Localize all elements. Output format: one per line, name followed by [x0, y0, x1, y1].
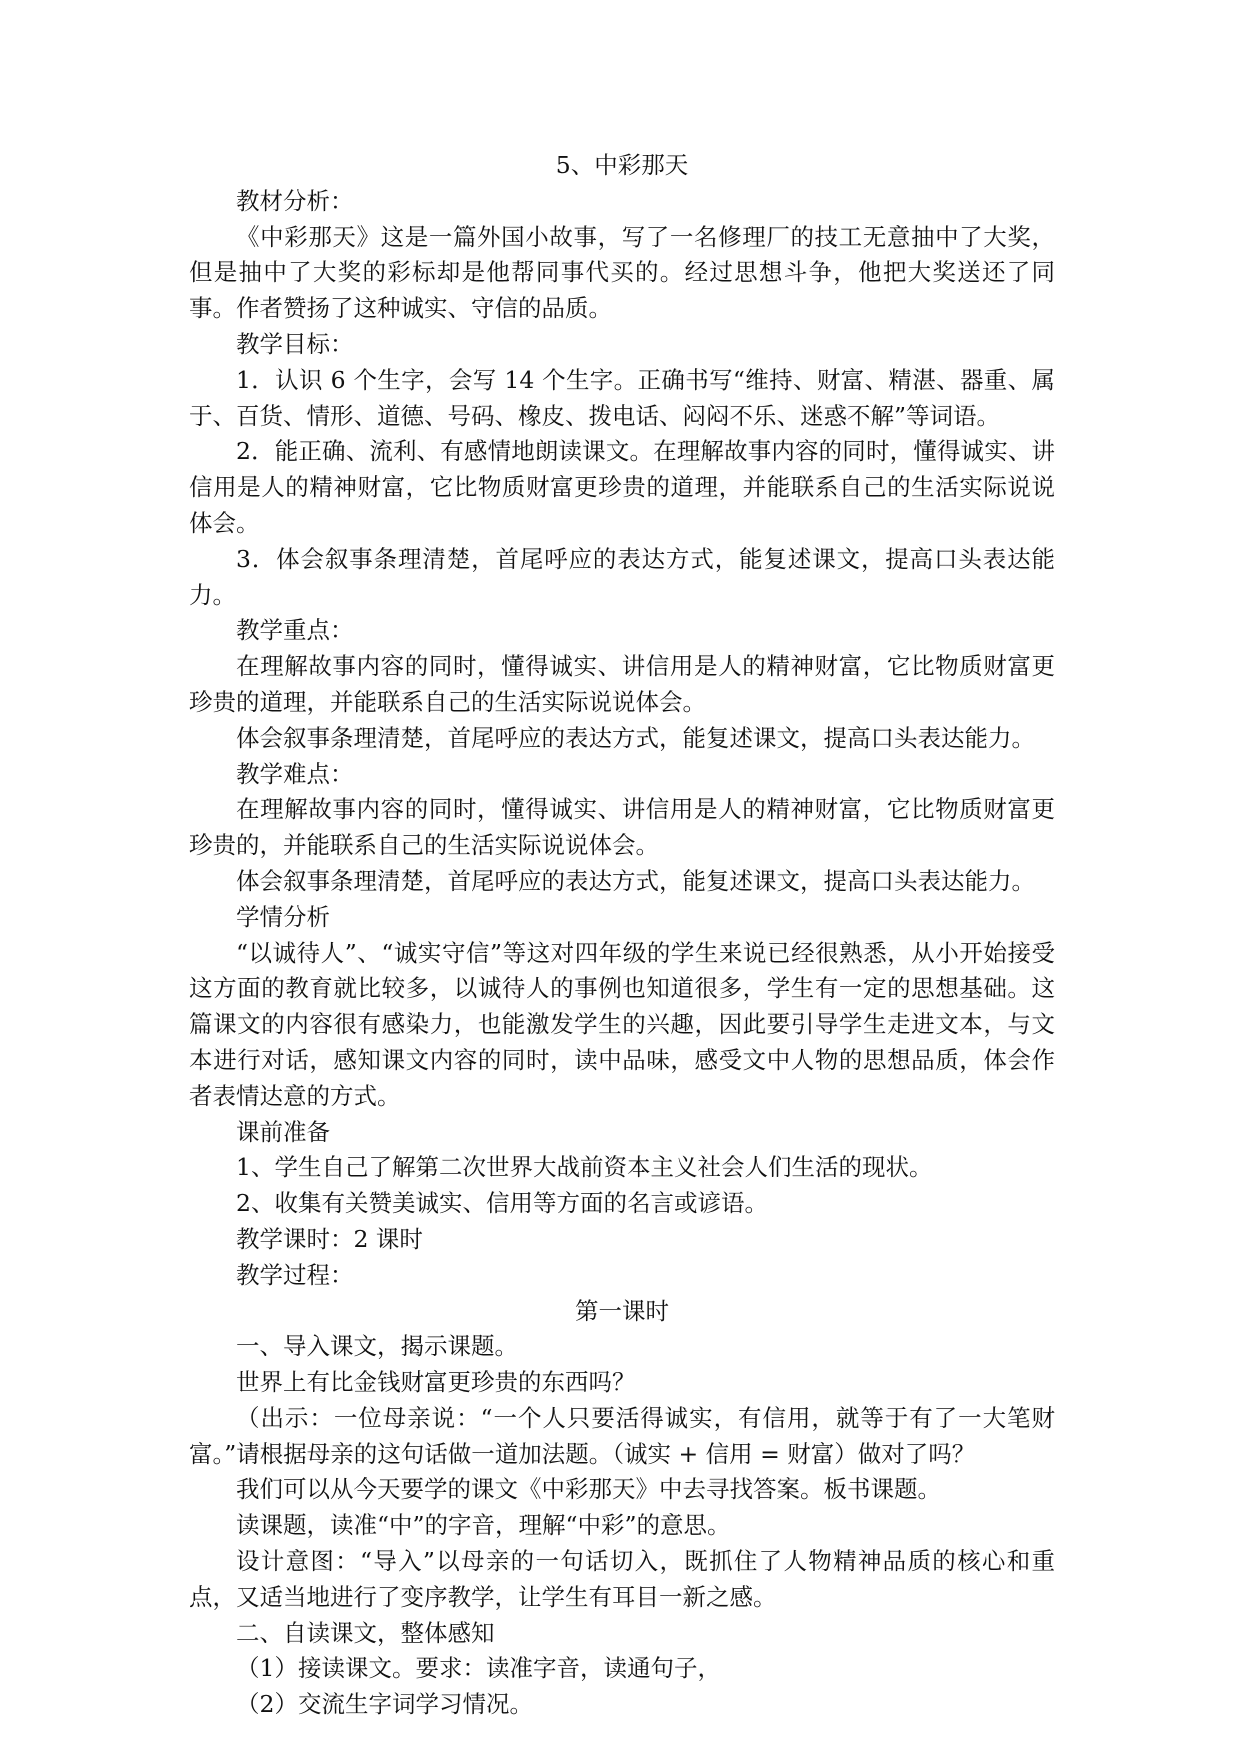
- document-title: 5、中彩那天: [555, 151, 689, 179]
- paragraph-textbook-analysis: 《中彩那天》这是一篇外国小故事，写了一名修理厂的技工无意抽中了大奖，但是抽中了大奖的彩标却是他帮同事代买的。经过思想斗争，他把大奖送还了同事。作者赞扬了这种诚实、守信的品质。: [189, 222, 1055, 323]
- key-point-1: 在理解故事内容的同时，懂得诚实、讲信用是人的精神财富，它比物质财富更珍贵的道理，并能联系自己的生活实际说说体会。: [189, 652, 1055, 716]
- step-2-heading: 二、自读课文，整体感知: [236, 1618, 495, 1647]
- preparation-item-2: 2、收集有关赞美诚实、信用等方面的名言或谚语。: [236, 1189, 768, 1218]
- document-body: [189, 148, 1055, 1723]
- step-1-answer: 我们可以从今天要学的课文《中彩那天》中去寻找答案。板书课题。: [236, 1475, 941, 1504]
- heading-key-points: 教学重点：: [236, 616, 354, 645]
- heading-learner-analysis: 学情分析: [236, 902, 330, 931]
- difficulty-2: 体会叙事条理清楚，首尾呼应的表达方式，能复述课文，提高口头表达能力。: [236, 866, 1035, 895]
- heading-teaching-process: 教学过程：: [236, 1260, 354, 1289]
- heading-preparation: 课前准备: [236, 1117, 330, 1146]
- step-1-heading: 一、导入课文，揭示课题。: [236, 1332, 518, 1361]
- step-2-item-2: （2）交流生字词学习情况。: [236, 1690, 533, 1719]
- heading-teaching-goals: 教学目标：: [236, 329, 354, 358]
- step-1-design-intent: 设计意图：“导入”以母亲的一句话切入，既抓住了人物精神品质的核心和重点，又适当地进行了变序教学，让学生有耳目一新之感。: [189, 1547, 1055, 1611]
- goal-item-2: 2．能正确、流利、有感情地朗读课文。在理解故事内容的同时，懂得诚实、讲信用是人的精神财富，它比物质财富更珍贵的道理，并能联系自己的生活实际说说体会。: [189, 437, 1055, 537]
- heading-difficulties: 教学难点：: [236, 759, 354, 788]
- key-point-2: 体会叙事条理清楚，首尾呼应的表达方式，能复述课文，提高口头表达能力。: [236, 723, 1035, 752]
- section-title-first-lesson: 第一课时: [575, 1296, 669, 1325]
- heading-textbook-analysis: 教材分析：: [236, 186, 354, 215]
- paragraph-learner-analysis: “以诚待人”、“诚实守信”等这对四年级的学生来说已经很熟悉，从小开始接受这方面的教育就比较多，以诚待人的事例也知道很多，学生有一定的思想基础。这篇课文的内容很有感染力，也能激发学生的兴趣，因此要引导学生走进文本，与文本进行对话，感知课文内容的同时，读中品味，感受文中人物的思想品质，体会作者表情达意的方式。: [189, 938, 1055, 1110]
- difficulty-1: 在理解故事内容的同时，懂得诚实、讲信用是人的精神财富，它比物质财富更珍贵的，并能联系自己的生活实际说说体会。: [189, 795, 1055, 860]
- preparation-item-1: 1、学生自己了解第二次世界大战前资本主义社会人们生活的现状。: [236, 1153, 933, 1182]
- goal-item-3: 3．体会叙事条理清楚，首尾呼应的表达方式，能复述课文，提高口头表达能力。: [189, 544, 1055, 609]
- goal-item-1: 1．认识 6 个生字，会写 14 个生字。正确书写“维持、财富、精湛、器重、属于、百货、情形、道德、号码、橡皮、拨电话、闷闷不乐、迷惑不解”等词语。: [189, 365, 1055, 430]
- step-1-question: 世界上有比金钱财富更珍贵的东西吗？: [236, 1368, 636, 1397]
- class-hours: 教学课时：2 课时: [236, 1224, 423, 1253]
- step-1-display: （出示：一位母亲说：“一个人只要活得诚实，有信用，就等于有了一大笔财富。”请根据母亲的这句话做一道加法题。（诚实 + 信用 = 财富）做对了吗？: [189, 1403, 1055, 1468]
- step-1-read-title: 读课题，读准“中”的字音，理解“中彩”的意思。: [236, 1511, 731, 1540]
- step-2-item-1: （1）接读课文。要求：读准字音，读通句子，: [236, 1654, 721, 1683]
